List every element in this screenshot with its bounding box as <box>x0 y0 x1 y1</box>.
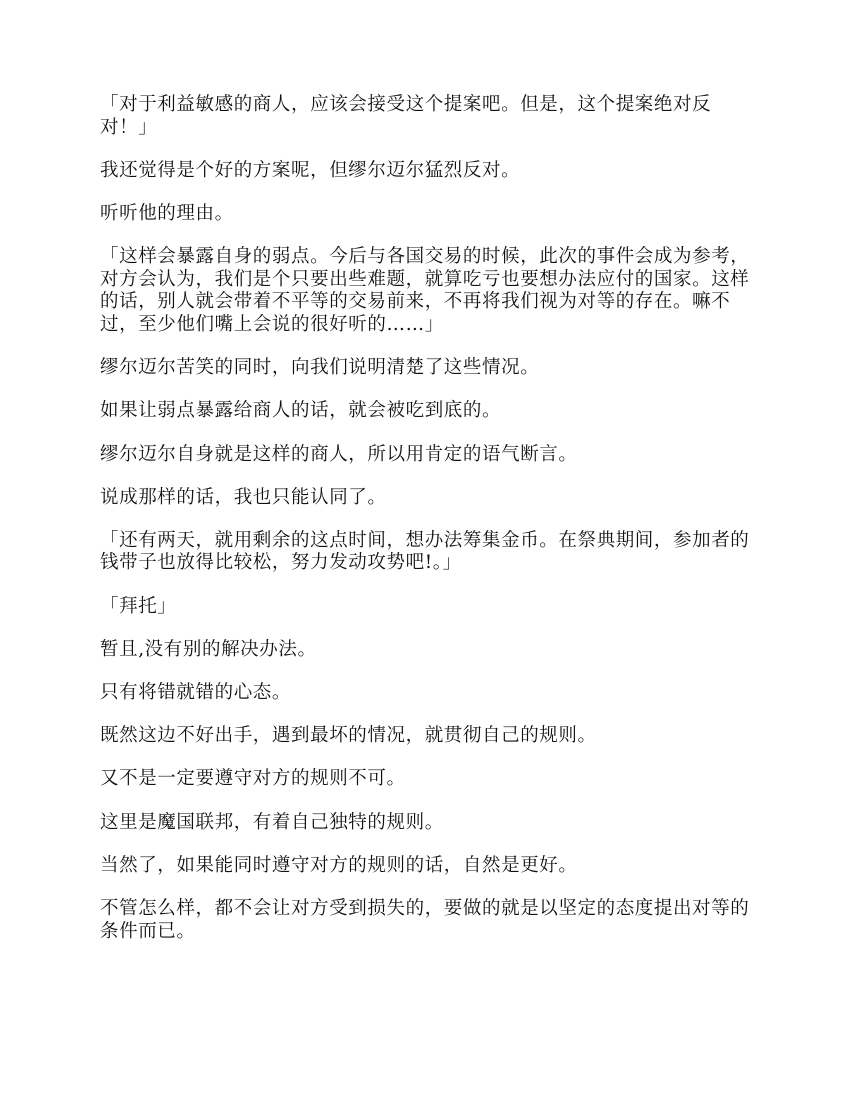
document-body <box>100 94 750 964</box>
paragraph-3: 听听他的理由。 <box>100 202 234 224</box>
paragraph-1: 「对于利益敏感的商人，应该会接受这个提案吧。但是，这个提案绝对反对！」 <box>100 94 712 138</box>
paragraph-17: 不管怎么样，都不会让对方受到损失的，要做的就是以坚定的态度提出对等的条件而已。 <box>100 897 750 942</box>
paragraph-14: 又不是一定要遵守对方的规则不可。 <box>100 768 406 790</box>
paragraph-11: 暂且,没有别的解决办法。 <box>100 638 317 660</box>
paragraph-9: 「还有两天，就用剩余的这点时间，想办法筹集金币。在祭典期间，参加者的钱带子也放得比较松，努力发动攻势吧!。」 <box>100 529 750 574</box>
paragraph-2: 我还觉得是个好的方案呢，但缪尔迈尔猛烈反对。 <box>100 159 521 181</box>
paragraph-10: 「拜托」 <box>100 595 177 617</box>
paragraph-4: 「这样会暴露自身的弱点。今后与各国交易的时候，此次的事件会成为参考，对方会认为，我们是个只要出些难题，就算吃亏也要想办法应付的国家。这样的话，别人就会带着不平等的交易前来，不再将我们视为对等的存在。嘛不过，至少他们嘴上会说的很好听的……」 <box>100 246 750 335</box>
paragraph-5: 缪尔迈尔苦笑的同时，向我们说明清楚了这些情况。 <box>100 357 540 379</box>
paragraph-15: 这里是魔国联邦，有着自己独特的规则。 <box>100 811 444 833</box>
paragraph-16: 当然了，如果能同时遵守对方的规则的话，自然是更好。 <box>100 854 578 876</box>
paragraph-12: 只有将错就错的心态。 <box>100 682 292 704</box>
paragraph-6: 如果让弱点暴露给商人的话，就会被吃到底的。 <box>100 400 502 422</box>
paragraph-7: 缪尔迈尔自身就是这样的商人，所以用肯定的语气断言。 <box>100 443 578 465</box>
paragraph-13: 既然这边不好出手，遇到最坏的情况，就贯彻自己的规则。 <box>100 725 597 747</box>
paragraph-8: 说成那样的话，我也只能认同了。 <box>100 486 387 508</box>
